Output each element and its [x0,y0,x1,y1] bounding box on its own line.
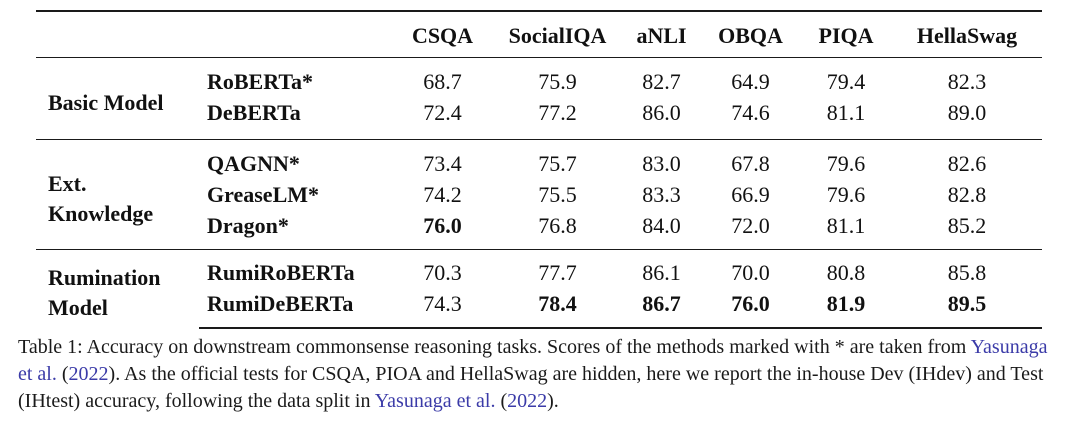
caption-text: Table 1: Accuracy on downstream commonsense reasoning tasks. Scores of the methods marked with * are taken from [18,336,971,358]
header-anli: aNLI [622,11,701,58]
score-cell: 75.5 [538,182,577,207]
model-name: GreaseLM* [207,182,320,207]
score-cell: 82.3 [947,69,987,94]
model-name: RumiRoBERTa [199,250,392,289]
caption-text: ( [495,390,508,412]
model-name: RumiDeBERTa [199,288,392,328]
score-cell: 82.6 [892,140,1042,180]
score-cell: 79.4 [826,69,866,94]
header-piqa: PIQA [800,11,892,58]
results-table-container [36,10,1042,329]
citation-year-link[interactable]: 2022 [68,363,109,385]
header-group-cell [36,11,199,58]
score-cell: 70.0 [701,250,800,289]
citation-year-link[interactable]: 2022 [507,390,548,412]
score-cell: 82.8 [947,182,987,207]
header-hellaswag: HellaSwag [892,11,1042,58]
score-cell: 82.7 [642,69,681,94]
score-cell: 79.6 [826,182,866,207]
score-cell: 75.7 [493,140,622,180]
score-cell: 77.2 [538,100,577,125]
group-label-line: Rumination [48,264,161,290]
header-obqa: OBQA [701,11,800,58]
score-cell: 74.2 [423,182,462,207]
group-ext-knowledge [36,140,1042,250]
model-name: RoBERTa* [207,69,314,94]
score-cell: 67.8 [701,140,800,180]
group-label-line: Ext. [48,170,87,196]
score-cell: 74.6 [731,100,770,125]
score-cell: 79.6 [800,140,892,180]
score-cell: 86.0 [642,100,681,125]
model-name: DeBERTa [207,100,301,125]
model-name: Dragon* [207,213,289,238]
score-cell: 84.0 [642,213,681,238]
score-cell-best: 78.4 [493,288,622,328]
results-table [36,10,1042,329]
score-cell: 85.8 [892,250,1042,289]
group-label-line: Basic Model [48,89,164,115]
score-cell: 64.9 [731,69,770,94]
header-model-cell [199,11,392,58]
score-cell: 81.1 [826,213,866,238]
score-cell: 85.2 [947,213,987,238]
score-cell: 72.0 [731,213,770,238]
score-cell-best: 76.0 [423,213,462,238]
score-cell: 68.7 [423,69,462,94]
score-cell: 89.0 [947,100,987,125]
table-row [36,140,1042,180]
score-cell-best: 86.7 [622,288,701,328]
citation-author-link[interactable]: Yasunaga et al. [18,336,1048,385]
score-cell: 83.3 [642,182,681,207]
score-cell: 86.1 [622,250,701,289]
group-label-line: Knowledge [48,200,154,226]
score-cell: 70.3 [392,250,493,289]
table-row [36,58,1042,98]
score-cell: 72.4 [423,100,462,125]
score-cell: 74.3 [392,288,493,328]
caption-text: As the official tests for CSQA, PIOA and HellaSwag are hidden, here we report the in-house Dev (IHdev) and Test (IHtest) accuracy, following the data split in [18,363,1044,412]
group-label [36,140,199,250]
score-cell: 76.8 [538,213,577,238]
score-cell: 73.4 [392,140,493,180]
table-caption [18,334,1064,415]
score-cell-best: 89.5 [892,288,1042,328]
header-csqa: CSQA [392,11,493,58]
group-basic-model [36,58,1042,140]
caption-text: ( [56,363,69,385]
table-header-row [36,11,1042,58]
score-cell: 66.9 [731,182,770,207]
caption-text: ). [108,363,121,385]
caption-text: ). [547,390,559,412]
group-rumination-model [36,250,1042,329]
group-label [36,58,199,140]
score-cell: 80.8 [800,250,892,289]
group-label [36,250,199,329]
score-cell: 83.0 [622,140,701,180]
header-socialiqa: SocialIQA [493,11,622,58]
score-cell: 77.7 [493,250,622,289]
score-cell: 75.9 [538,69,577,94]
table-row [36,250,1042,289]
score-cell-best: 81.9 [800,288,892,328]
model-name: QAGNN* [199,140,392,180]
score-cell-best: 76.0 [701,288,800,328]
citation-author-link[interactable]: Yasunaga et al. [374,390,496,412]
group-label-line: Model [48,294,108,320]
score-cell: 81.1 [826,100,866,125]
